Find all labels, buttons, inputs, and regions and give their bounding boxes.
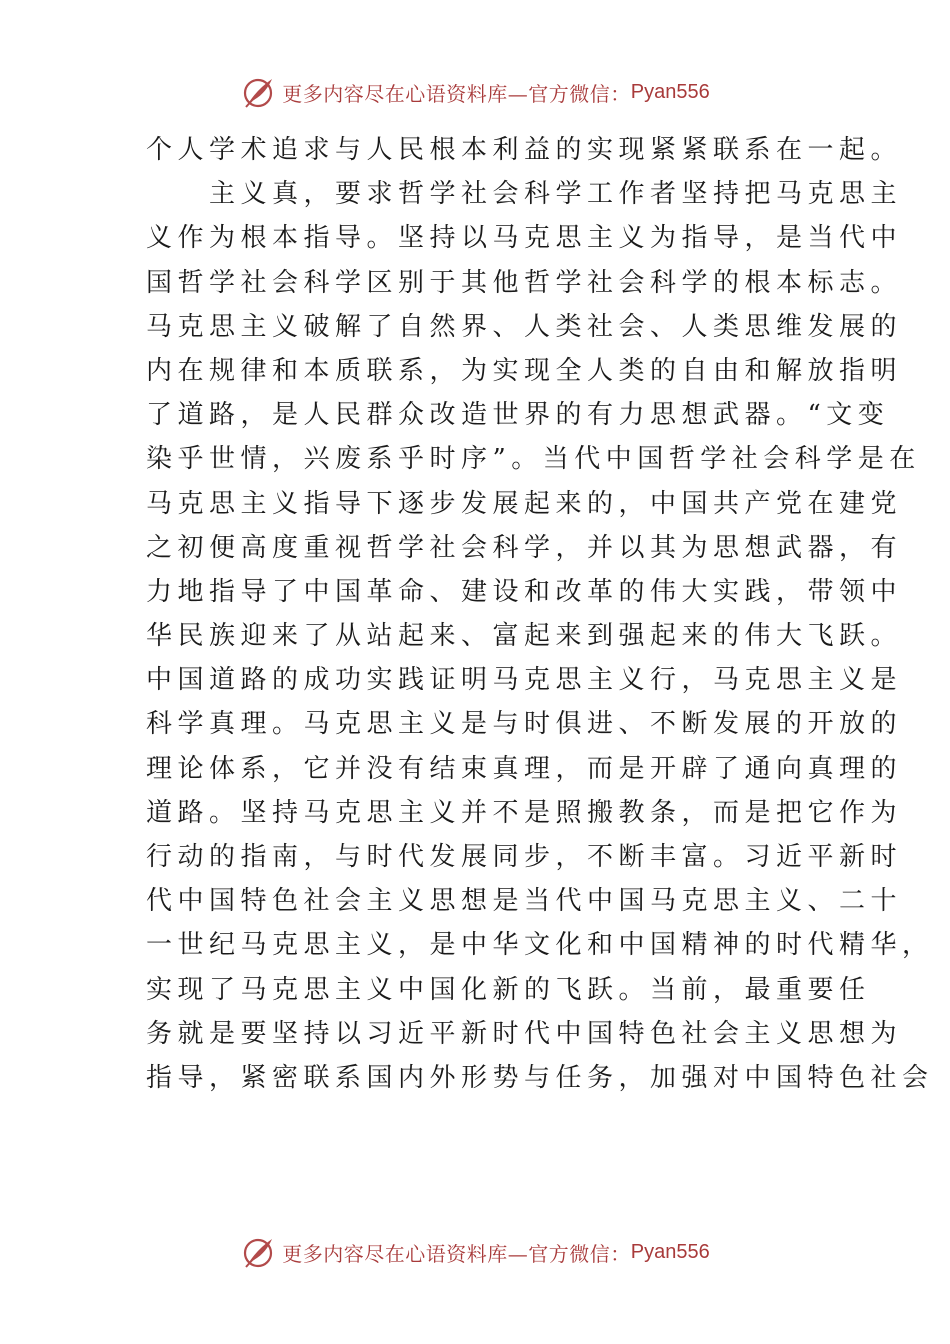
- watermark-text: 更多内容尽在心语资料库—官方微信：: [282, 1241, 631, 1266]
- text-line: 个人学术追求与人民根本利益的实现紧紧联系在一起。: [146, 135, 903, 165]
- text-line: 务就是要坚持以习近平新时代中国特色社会主义思想为: [146, 1018, 903, 1049]
- text-line: 了道路，是人民群众改造世界的有力思想武器。“文变: [146, 400, 890, 431]
- watermark-wechat-id: Pyan556: [630, 80, 710, 103]
- text-line: 主义真，要求哲学社会科学工作者坚持把马克思主: [146, 179, 903, 210]
- document-body: [146, 128, 934, 1100]
- text-line: 代中国特色社会主义思想是当代中国马克思主义、二十: [146, 886, 903, 917]
- text-line: 内在规律和本质联系，为实现全人类的自由和解放指明: [146, 355, 903, 386]
- text-line: 一世纪马克思主义，是中华文化和中国精神的时代精华，: [146, 930, 934, 961]
- watermark-wechat-id: Pyan556: [630, 1240, 710, 1263]
- text-line: 义作为根本指导。坚持以马克思主义为指导，是当代中: [146, 223, 903, 254]
- feather-pen-logo-icon: [240, 74, 276, 110]
- text-line: 染乎世情，兴废系乎时序”。当代中国哲学社会科学是在: [146, 444, 921, 475]
- text-line: 实现了马克思主义中国化新的飞跃。当前，最重要任: [146, 974, 871, 1005]
- text-line: 科学真理。马克思主义是与时俱进、不断发展的开放的: [146, 709, 903, 740]
- text-line: 马克思主义指导下逐步发展起来的，中国共产党在建党: [146, 488, 903, 519]
- text-line: 行动的指南，与时代发展同步，不断丰富。习近平新时: [146, 842, 903, 872]
- watermark-footer: [0, 1230, 950, 1274]
- text-line: 理论体系，它并没有结束真理，而是开辟了通向真理的: [146, 753, 903, 784]
- text-line: 中国道路的成功实践证明马克思主义行，马克思主义是: [146, 665, 903, 696]
- watermark-text: 更多内容尽在心语资料库—官方微信：: [282, 81, 631, 106]
- watermark-header: [0, 70, 950, 114]
- feather-pen-logo-icon: [240, 1234, 276, 1270]
- text-line: 华民族迎来了从站起来、富起来到强起来的伟大飞跃。: [146, 621, 903, 652]
- text-line: 之初便高度重视哲学社会科学，并以其为思想武器，有: [146, 532, 903, 563]
- text-line: 指导，紧密联系国内外形势与任务，加强对中国特色社会: [146, 1062, 934, 1093]
- text-line: 力地指导了中国革命、建设和改革的伟大实践，带领中: [146, 576, 903, 607]
- text-line: 国哲学社会科学区别于其他哲学社会科学的根本标志。: [146, 267, 903, 298]
- text-line: 道路。坚持马克思主义并不是照搬教条，而是把它作为: [146, 797, 903, 828]
- text-line: 马克思主义破解了自然界、人类社会、人类思维发展的: [146, 311, 903, 342]
